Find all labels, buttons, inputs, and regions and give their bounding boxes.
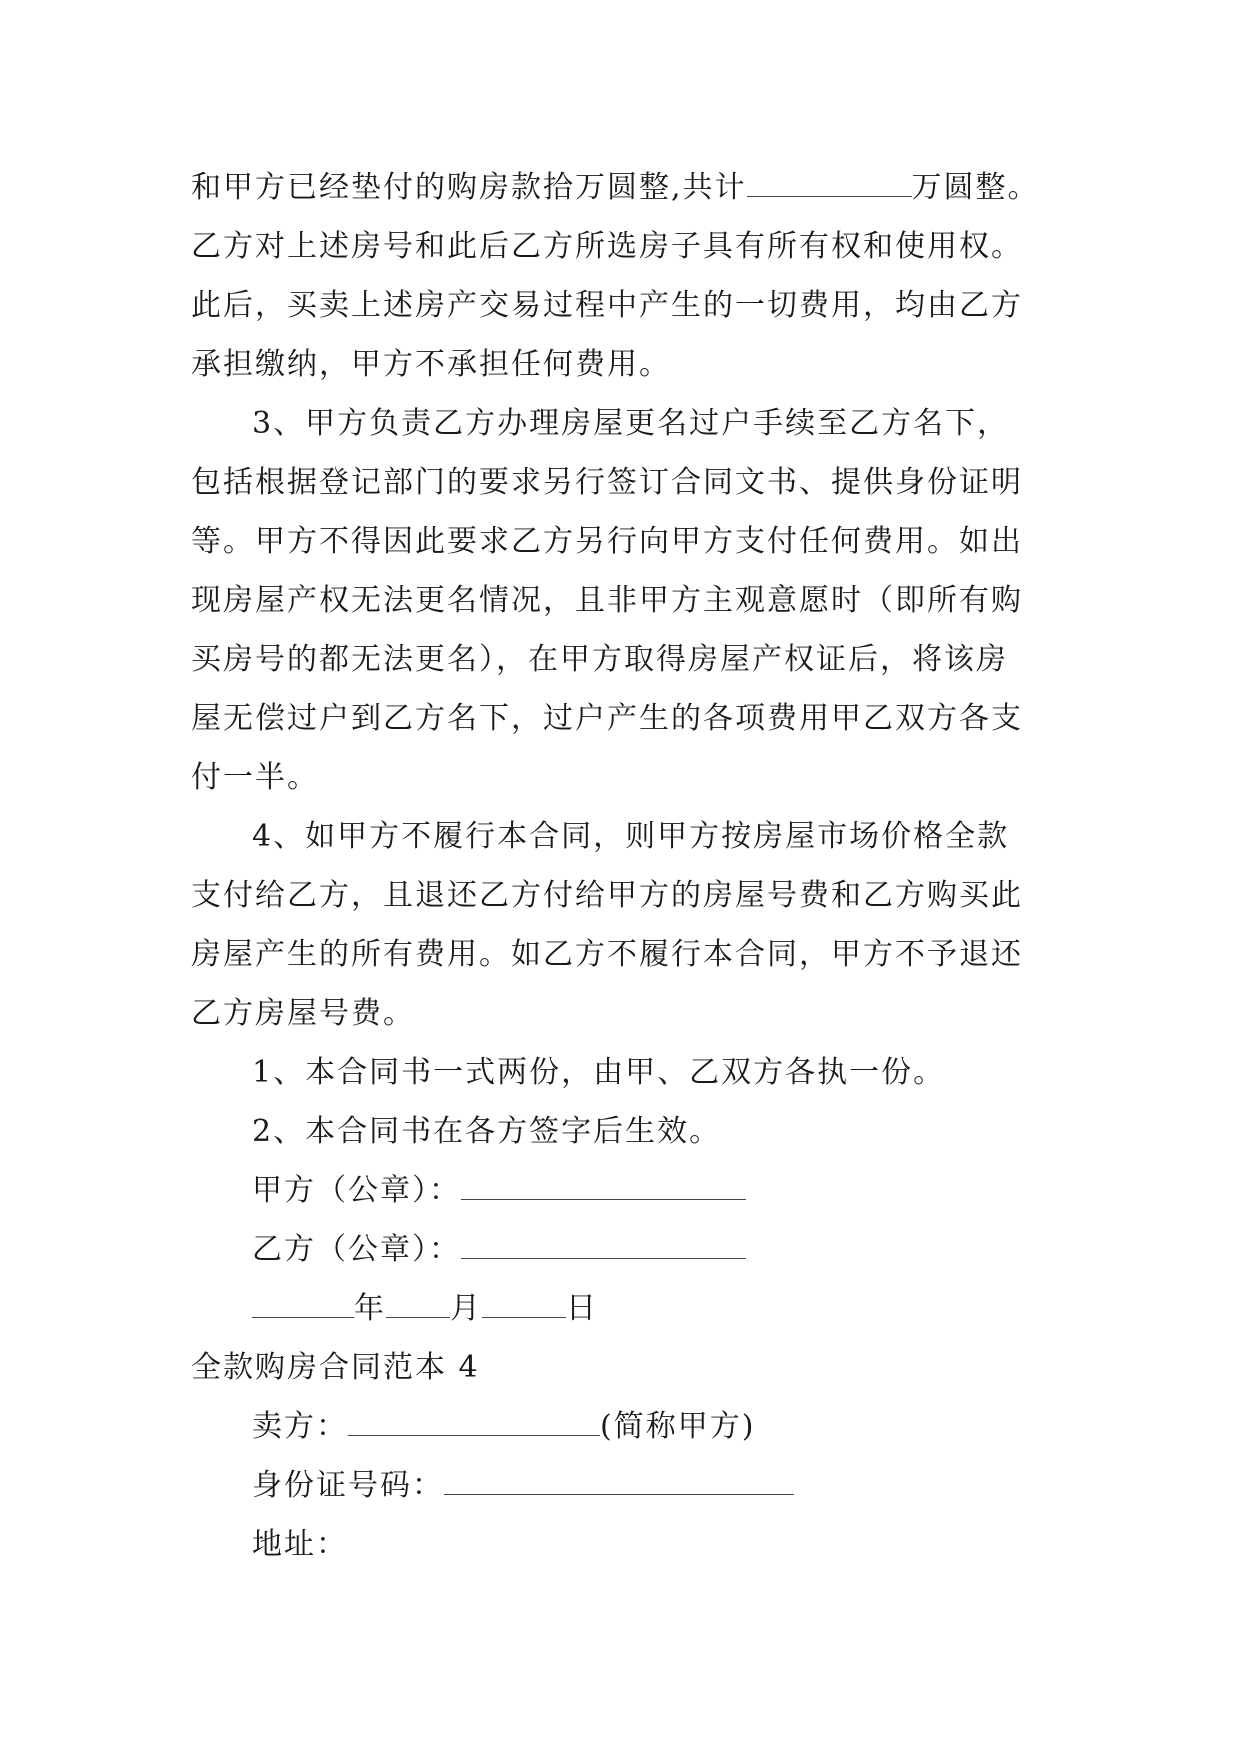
seller-label: 卖方：	[252, 1409, 348, 1444]
final-term-1: 1、本合同书一式两份，由甲、乙双方各执一份。	[252, 1055, 946, 1090]
clause-3-line: 等。甲方不得因此要求乙方另行向甲方支付任何费用。如出	[191, 524, 1023, 559]
text-line: 承担缴纳，甲方不承担任何费用。	[191, 347, 671, 382]
clause-4-line: 4、如甲方不履行本合同，则甲方按房屋市场价格全款	[252, 819, 1010, 854]
blank-amount	[747, 170, 912, 197]
day-blank	[482, 1291, 566, 1318]
clause-3-line: 买房号的都无法更名），在甲方取得房屋产权证后，将该房	[191, 642, 1008, 677]
month-blank	[386, 1291, 450, 1318]
party-a-signature	[191, 1161, 1071, 1220]
text-fragment: 万圆整。	[911, 170, 1040, 205]
party-a-label: 甲方（公章）：	[252, 1173, 461, 1208]
text-line	[191, 158, 1071, 217]
seller-line	[191, 1397, 1071, 1456]
section-title: 全款购房合同范本 4	[191, 1350, 480, 1385]
month-label: 月	[450, 1291, 482, 1326]
seller-blank	[348, 1409, 600, 1436]
address-line: 地址：	[252, 1527, 348, 1562]
text-fragment: 和甲方已经垫付的购房款拾万圆整,共计	[191, 170, 747, 205]
party-a-blank	[461, 1173, 746, 1200]
document-body	[191, 158, 1071, 1574]
day-label: 日	[566, 1291, 598, 1326]
party-b-blank	[461, 1232, 746, 1259]
clause-4-line: 乙方房屋号费。	[191, 996, 415, 1031]
final-term-2: 2、本合同书在各方签字后生效。	[252, 1114, 722, 1149]
clause-3-line: 现房屋产权无法更名情况，且非甲方主观意愿时（即所有购	[191, 583, 1023, 618]
party-b-label: 乙方（公章）：	[252, 1232, 461, 1267]
date-line	[191, 1279, 1071, 1338]
clause-4-line: 支付给乙方，且退还乙方付给甲方的房屋号费和乙方购买此	[191, 878, 1023, 913]
clause-4-line: 房屋产生的所有费用。如乙方不履行本合同，甲方不予退还	[191, 937, 1023, 972]
clause-3-line: 3、甲方负责乙方办理房屋更名过户手续至乙方名下，	[252, 406, 1010, 441]
text-line: 此后，买卖上述房产交易过程中产生的一切费用，均由乙方	[191, 288, 1023, 323]
id-label: 身份证号码：	[252, 1468, 444, 1503]
id-blank	[444, 1468, 794, 1495]
party-b-signature	[191, 1220, 1071, 1279]
seller-suffix: (简称甲方)	[600, 1409, 756, 1444]
id-line	[191, 1456, 1071, 1515]
year-label: 年	[354, 1291, 386, 1326]
clause-3-line: 包括根据登记部门的要求另行签订合同文书、提供身份证明	[191, 465, 1023, 500]
clause-3-line: 屋无偿过户到乙方名下，过户产生的各项费用甲乙双方各支	[191, 701, 1023, 736]
year-blank	[252, 1291, 354, 1318]
clause-3-line: 付一半。	[191, 760, 319, 795]
text-line: 乙方对上述房号和此后乙方所选房子具有所有权和使用权。	[191, 229, 1023, 264]
